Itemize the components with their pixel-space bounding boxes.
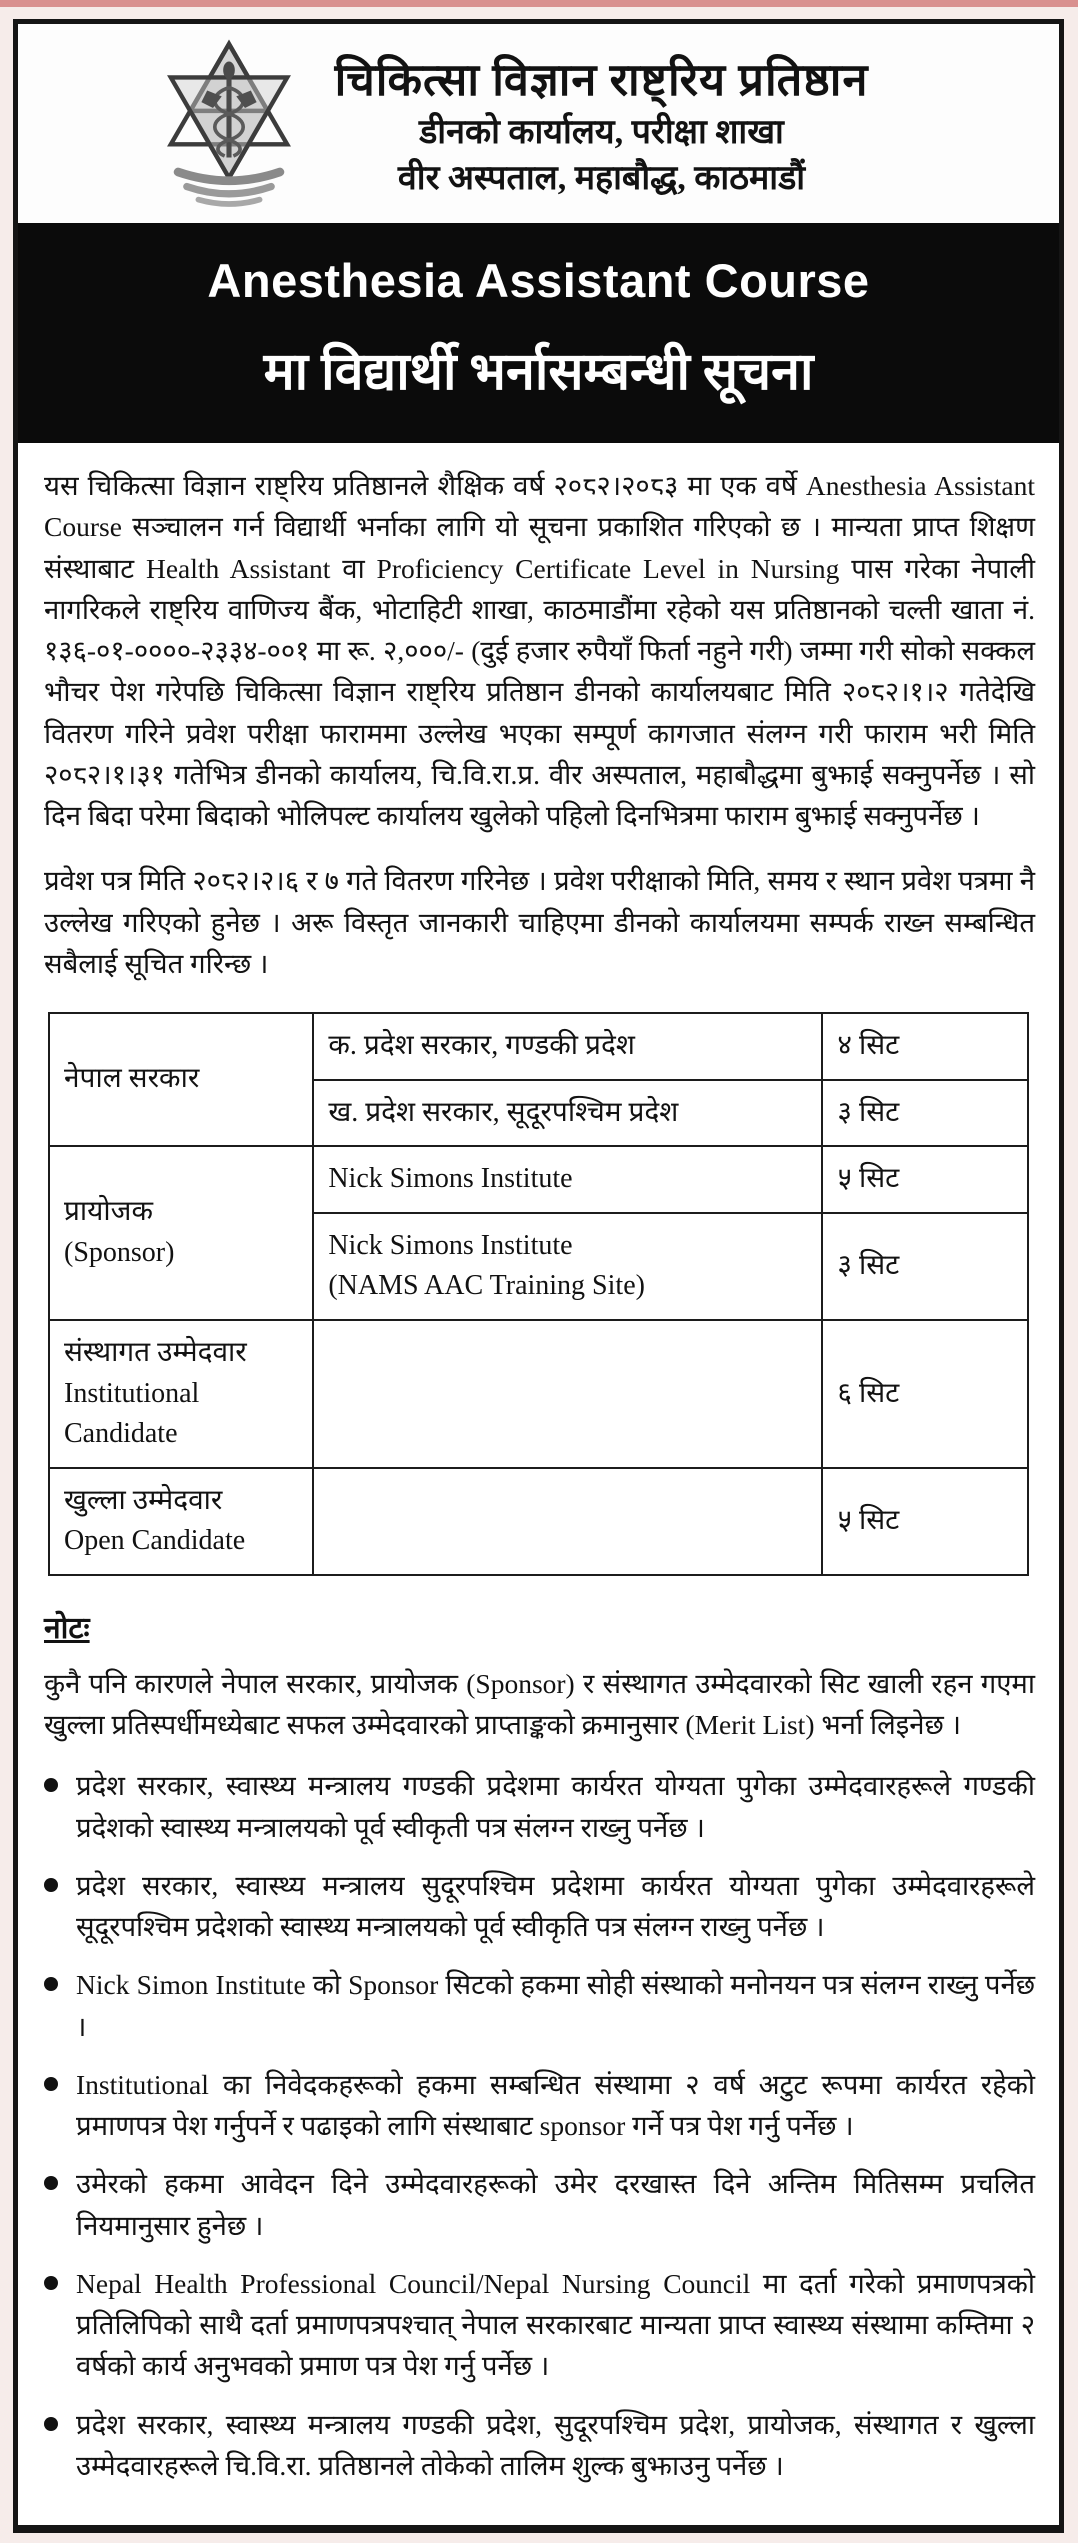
admit-card-paragraph: प्रवेश पत्र मिति २०८२।२।६ र ७ गते वितरण गरिनेछ । प्रवेश परीक्षाको मिति, समय र स्थान प्रवेश पत्रमा नै उल्लेख गरिएको हुनेछ । अरू विस्तृत जानकारी चाहिएमा डीनको कार्यालयमा सम्पर्क राख्न सम्बन्धित सबैलाई सूचित गरिन्छ ।: [44, 865, 1035, 979]
list-item: [44, 2263, 1035, 2387]
bullet-icon: [44, 1878, 58, 1892]
group-nepal-government: नेपाल सरकार: [49, 1013, 313, 1146]
list-item: [44, 1765, 1035, 1848]
group-open: [49, 1468, 313, 1575]
group-sponsor-english: (Sponsor): [64, 1237, 175, 1269]
group-sponsor-nepali: प्रायोजक: [64, 1196, 153, 1228]
list-item: [44, 2064, 1035, 2147]
note-bullet-gandaki-approval: प्रदेश सरकार, स्वास्थ्य मन्त्रालय गण्डकी प्रदेशमा कार्यरत योग्यता पुगेका उम्मेदवारहरूले गण्डकी प्रदेशको स्वास्थ्य मन्त्रालयको पूर्व स्वीकृती पत्र संलग्न राख्नु पर्नेछ ।: [76, 1770, 1035, 1843]
course-title-english: Anesthesia Assistant Course: [207, 254, 870, 307]
detail-sudurpashchim-province: ख. प्रदेश सरकार, सूदूरपश्चिम प्रदेश: [313, 1080, 822, 1147]
note-heading: नोटः: [44, 1611, 90, 1645]
detail-nick-simons: Nick Simons Institute: [313, 1146, 822, 1213]
organization-office: डीनको कार्यालय, परीक्षा शाखा: [419, 113, 784, 151]
seats-nams-aac: ३ सिट: [822, 1213, 1028, 1320]
group-open-nepali: खुल्ला उम्मेदवार: [64, 1484, 223, 1516]
seat-allocation-table: [48, 1012, 1029, 1576]
group-sponsor: [49, 1146, 313, 1320]
detail-open-empty: [313, 1468, 822, 1575]
note-bullet-training-fee: प्रदेश सरकार, स्वास्थ्य मन्त्रालय गण्डकी प्रदेश, सुदूरपश्चिम प्रदेश, प्रायोजक, संस्थागत र खुल्ला उम्मेदवारहरूले चि.वि.रा. प्रतिष्ठानले तोकेको तालिम शुल्क बुझाउनु पर्नेछ ।: [76, 2408, 1035, 2481]
list-item: [44, 1865, 1035, 1948]
note-bullet-age-rule: उमेरको हकमा आवेदन दिने उम्मेदवारहरूको उमेर दरखास्त दिने अन्तिम मितिसम्म प्रचलित नियमानुसार हुनेछ ।: [76, 2168, 1035, 2241]
note-bullet-council-registration: Nepal Health Professional Council/Nepal Nursing Council मा दर्ता गरेको प्रमाणपत्रको प्रतिलिपिको साथै दर्ता प्रमाणपत्रपश्चात् नेपाल सरकारबाट मान्यता प्राप्त स्वास्थ्य संस्थामा कम्तिमा २ वर्षको कार्य अनुभवको प्रमाण पत्र पेश गर्नु पर्नेछ ।: [76, 2267, 1035, 2382]
seats-sudurpashchim: ३ सिट: [822, 1080, 1028, 1147]
detail-gandaki-province: क. प्रदेश सरकार, गण्डकी प्रदेश: [313, 1013, 822, 1080]
note-bullet-list: [44, 1765, 1035, 2486]
seats-open: ५ सिट: [822, 1468, 1028, 1575]
list-item: [44, 2404, 1035, 2487]
header-text-block: [335, 51, 909, 201]
seats-nick-simons: ५ सिट: [822, 1146, 1028, 1213]
bullet-icon: [44, 2417, 58, 2431]
page-top-strip: [0, 0, 1078, 7]
note-bullet-institutional-requirements: Institutional का निवेदकहरूको हकमा सम्बन्धित संस्थामा २ वर्ष अटुट रूपमा कार्यरत रहेको प्रमाणपत्र पेश गर्नुपर्ने र पढाइको लागि संस्थाबाट sponsor गर्ने पत्र पेश गर्नु पर्नेछ ।: [76, 2068, 1035, 2142]
group-institutional: [49, 1320, 313, 1468]
seats-institutional: ६ सिट: [822, 1320, 1028, 1468]
bullet-icon: [44, 1977, 58, 1991]
six-pointed-star-caduceus-icon: [149, 38, 309, 210]
intro-paragraph: यस चिकित्सा विज्ञान राष्ट्रिय प्रतिष्ठानले शैक्षिक वर्ष २०८२।२०८३ मा एक वर्षे Anesthesia Assistant Course सञ्चालन गर्न विद्यार्थी भर्नाका लागि यो सूचना प्रकाशित गरिएको छ । मान्यता प्राप्त शिक्षण संस्थाबाट Health Assistant वा Proficiency Certificate Level in Nursing पास गरेका नेपाली नागरिकले राष्ट्रिय वाणिज्य बैंक, भोटाहिटी शाखा, काठमाडौंमा रहेको यस प्रतिष्ठानको चल्ती खाता नं. १३६-०१-००००-२३३४-००१ मा रू. २,०००/- (दुई हजार रुपैयाँ फिर्ता नहुने गरी) जम्मा गरी सोको सक्कल भौचर पेश गरेपछि चिकित्सा विज्ञान राष्ट्रिय प्रतिष्ठान डीनको कार्यालयबाट मिति २०८२।१।२ गतेदेखि वितरण गरिने प्रवेश परीक्षा फाराममा उल्लेख भएका सम्पूर्ण कागजात संलग्न गरी फाराम भरी मिति २०८२।१।३१ गतेभित्र डीनको कार्यालय, चि.वि.रा.प्र. वीर अस्पताल, महाबौद्धमा बुझाई सक्नुपर्नेछ । सो दिन बिदा परेमा बिदाको भोलिपल्ट कार्यालय खुलेको पहिलो दिनभित्रमा फाराम बुझाई सक्नुपर्नेछ ।: [44, 470, 1035, 831]
note-intro-paragraph: कुनै पनि कारणले नेपाल सरकार, प्रायोजक (Sponsor) र संस्थागत उम्मेदवारको सिट खाली रहन गएमा खुल्ला प्रतिस्पर्धीमध्येबाट सफल उम्मेदवारको प्राप्ताङ्कको क्रमानुसार (Merit List) भर्ना लिइनेछ ।: [44, 1667, 1035, 1741]
group-open-english: Open Candidate: [64, 1525, 246, 1557]
seats-gandaki: ४ सिट: [822, 1013, 1028, 1080]
organization-address: वीर अस्पताल, महाबौद्ध, काठमाडौं: [397, 159, 806, 197]
group-institutional-english: Institutional Candidate: [64, 1377, 200, 1450]
list-item: [44, 1964, 1035, 2047]
note-bullet-sudurpashchim-approval: प्रदेश सरकार, स्वास्थ्य मन्त्रालय सुदूरपश्चिम प्रदेशमा कार्यरत योग्यता पुगेका उम्मेदवारहरूले सूदूरपश्चिम प्रदेशको स्वास्थ्य मन्त्रालयको पूर्व स्वीकृति पत्र संलग्न राख्नु पर्नेछ ।: [76, 1869, 1035, 1943]
detail-nams-aac-line2: (NAMS AAC Training Site): [328, 1270, 645, 1302]
bullet-icon: [44, 1778, 58, 1792]
notice-title-nepali: मा विद्यार्थी भर्नासम्बन्धी सूचना: [263, 344, 814, 401]
organization-name: चिकित्सा विज्ञान राष्ट्रिय प्रतिष्ठान: [334, 55, 869, 106]
nams-logo: [149, 38, 309, 215]
notice-title-banner: [18, 223, 1059, 443]
table-row: [49, 1146, 1028, 1213]
document-header: [18, 24, 1059, 223]
detail-nams-aac: [313, 1213, 822, 1320]
detail-institutional-empty: [313, 1320, 822, 1468]
bullet-icon: [44, 2276, 58, 2290]
table-row: [49, 1320, 1028, 1468]
notice-body: [18, 443, 1059, 2525]
table-row: [49, 1468, 1028, 1575]
bullet-icon: [44, 2176, 58, 2190]
bullet-icon: [44, 2077, 58, 2091]
list-item: [44, 2163, 1035, 2246]
detail-nams-aac-line1: Nick Simons Institute: [328, 1229, 573, 1261]
note-bullet-sponsor-nomination: Nick Simon Institute को Sponsor सिटको हकमा सोही संस्थाको मनोनयन पत्र संलग्न राख्नु पर्नेछ ।: [76, 1969, 1035, 2042]
group-institutional-nepali: संस्थागत उम्मेदवार: [64, 1336, 247, 1368]
notice-document-frame: [13, 19, 1064, 2533]
table-row: [49, 1013, 1028, 1080]
